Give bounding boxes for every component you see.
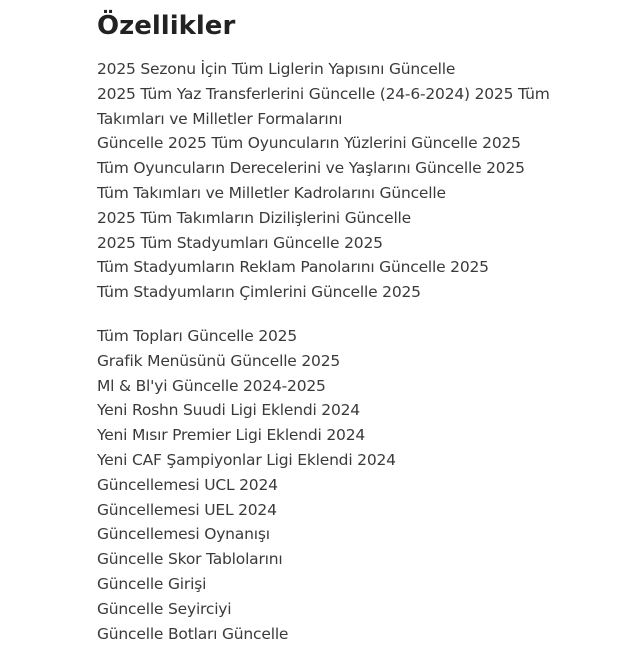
list-item: 2025 Sezonu İçin Tüm Liglerin Yapısını Güncelle [97, 60, 456, 78]
list-item: Güncellemesi UEL 2024 [97, 500, 277, 519]
features-section [97, 0, 617, 646]
list-item: Tüm Topları Güncelle 2025 [97, 326, 297, 345]
list-item: Yeni Roshn Suudi Ligi Eklendi 2024 [97, 401, 360, 420]
feature-list-group-2 [97, 324, 617, 646]
list-item: Güncelle Botları Güncelle [97, 624, 289, 643]
list-item: Grafik Menüsünü Güncelle 2025 [97, 351, 341, 370]
list-item: Güncellemesi Oynanışı [97, 525, 270, 544]
list-item: Güncelle Skor Tablolarını [97, 550, 283, 569]
list-item: Yeni CAF Şampiyonlar Ligi Eklendi 2024 [97, 450, 396, 469]
list-item: Güncelle 2025 Tüm Oyuncuların Yüzlerini Güncelle 2025 [97, 134, 521, 153]
list-item: 2025 Tüm Takımların Dizilişlerini Güncelle [97, 208, 411, 227]
list-item: Yeni Mısır Premier Ligi Eklendi 2024 [97, 426, 366, 445]
list-item: Güncellemesi UCL 2024 [97, 475, 278, 494]
feature-list-group-1 [97, 57, 617, 305]
list-item: Tüm Oyuncuların Derecelerini ve Yaşlarını Güncelle 2025 [97, 159, 525, 178]
list-item: 2025 Tüm Stadyumları Güncelle 2025 [97, 233, 383, 252]
list-item: Tüm Takımları ve Milletler Kadrolarını Güncelle [97, 183, 446, 202]
list-item: Ml & Bl'yi Güncelle 2024-2025 [97, 376, 326, 395]
page-title: Özellikler [97, 11, 236, 41]
list-item: 2025 Tüm Yaz Transferlerini Güncelle (24-6-2024) 2025 Tüm [97, 84, 550, 103]
list-item: Takımları ve Milletler Formalarını [97, 109, 343, 128]
list-item: Güncelle Girişi [97, 574, 207, 593]
list-item: Güncelle Seyirciyi [97, 599, 232, 618]
list-item: Tüm Stadyumların Çimlerini Güncelle 2025 [97, 283, 421, 302]
list-item: Tüm Stadyumların Reklam Panolarını Güncelle 2025 [97, 258, 489, 277]
